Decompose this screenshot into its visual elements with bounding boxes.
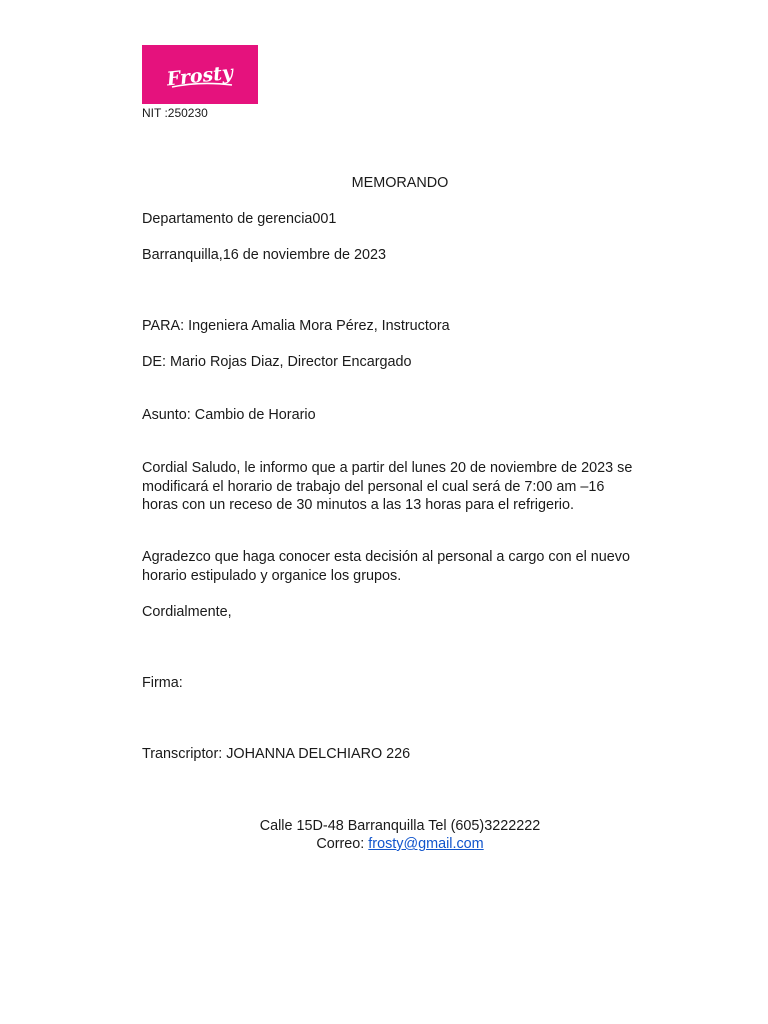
- body-line: horario estipulado y organice los grupos.: [142, 567, 402, 584]
- transcriptor: Transcriptor: JOHANNA DELCHIARO 226: [142, 746, 411, 762]
- subject: Asunto: Cambio de Horario: [142, 407, 316, 423]
- closing: Cordialmente,: [142, 604, 232, 620]
- signature-label: Firma:: [142, 675, 183, 691]
- svg-text:Frosty: Frosty: [165, 61, 235, 91]
- body-paragraph-1: [142, 459, 662, 515]
- frosty-logo-wordmark: [142, 45, 258, 104]
- body-line: horas con un receso de 30 minutos a las 13 horas para el refrigerio.: [142, 497, 574, 513]
- frosty-logo: [142, 45, 258, 104]
- body-paragraph-2: [142, 548, 662, 585]
- place-date: Barranquilla,16 de noviembre de 2023: [142, 247, 387, 263]
- footer-email-label: Correo:: [316, 836, 369, 852]
- body-line: Cordial Saludo, le informo que a partir del lunes 20 de noviembre de 2023 se: [142, 460, 633, 476]
- department: Departamento de gerencia001: [142, 211, 337, 227]
- body-line: Agradezco que haga conocer esta decisión al personal a cargo con el nuevo: [142, 549, 631, 565]
- body-line: modificará el horario de trabajo del personal el cual será de 7:00 am –16: [142, 478, 605, 495]
- sender: DE: Mario Rojas Diaz, Director Encargado: [142, 354, 412, 370]
- nit-number: NIT :250230: [142, 106, 208, 120]
- memo-title: MEMORANDO: [351, 175, 449, 191]
- email-link[interactable]: frosty@gmail.com: [368, 836, 484, 852]
- footer-email-line: [0, 835, 768, 853]
- footer-address: Calle 15D-48 Barranquilla Tel (605)3222222: [259, 818, 541, 834]
- recipient: PARA: Ingeniera Amalia Mora Pérez, Instructora: [142, 318, 450, 334]
